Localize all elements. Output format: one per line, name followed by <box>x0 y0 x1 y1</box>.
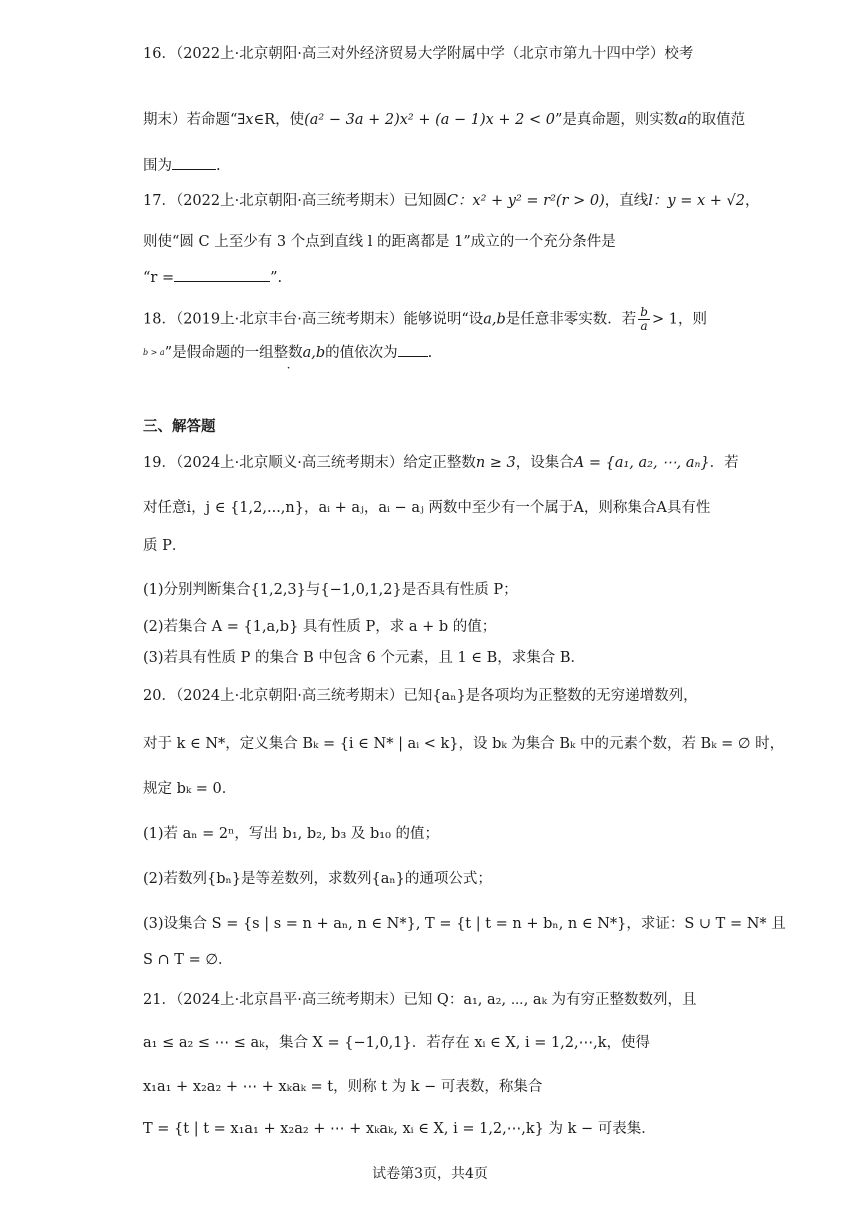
q21-line1: 21．（2024上·北京昌平·高三统考期末）已知 Q：a₁, a₂, ⋯, aₖ 为有穷正整数数列，且 <box>143 992 697 1008</box>
q17-line-equation: l：y = x + √2 <box>648 193 745 209</box>
q20-part3: (3)设集合 S = {s | s = n + aₙ, n ∈ N*}, T = {t | t = n + bₙ, n ∈ N*}，求证：S ∪ T = N* 且 <box>143 916 786 932</box>
q20-line1: 20．（2024上·北京朝阳·高三统考期末）已知{aₙ}是各项均为正整数的无穷递增数列， <box>143 688 698 704</box>
page-footer: 试卷第3页，共4页 <box>372 1166 488 1182</box>
q19-line2: 对任意i，j ∈ {1,2,...,n}，aᵢ + aⱼ，aᵢ − aⱼ 两数中至少有一个属于A，则称集合A具有性 <box>143 500 711 516</box>
q16-line1 <box>143 44 820 64</box>
q19-part2: (2)若集合 A = {1,a,b} 具有性质 P，求 a + b 的值； <box>143 619 497 635</box>
q19-line1: 19．（2024上·北京顺义·高三统考期末）给定正整数n ≥ 3，设集合A = {a₁, a₂, ⋯, aₙ}．若 <box>143 455 739 471</box>
answer-blank <box>398 342 428 357</box>
q21-line4: T = {t | t = x₁a₁ + x₂a₂ + ⋯ + xₖaₖ, xᵢ ∈ X, i = 1,2,⋯,k} 为 k − 可表集． <box>143 1121 656 1137</box>
q20-part3b: S ∩ T = ∅． <box>143 952 233 968</box>
q18-line1: 18．（2019上·北京丰台·高三统考期末）能够说明“设a,b是任意非零实数．若 $\frac{b}{a}$ > 1，则 <box>143 305 707 333</box>
q19-part3: (3)若具有性质 P 的集合 B 中包含 6 个元素，且 1 ∈ B，求集合 B． <box>143 650 586 666</box>
q17-line2: 则使“圆 C 上至少有 3 个点到直线 l 的距离都是 1”成立的一个充分条件是 <box>143 234 616 250</box>
q21-line2: a₁ ≤ a₂ ≤ ⋯ ≤ aₖ，集合 X = {−1,0,1}．若存在 xᵢ ∈ X, i = 1,2,⋯,k，使得 <box>143 1035 651 1051</box>
q20-line2: 对于 k ∈ N*，定义集合 Bₖ = {i ∈ N* | aᵢ < k}，设 bₖ 为集合 Bₖ 中的元素个数，若 Bₖ = ∅ 时， <box>143 736 785 752</box>
emphasis-dots: 整数 <box>273 345 303 361</box>
q16-line3: 围为 . <box>143 155 820 176</box>
q16-prefix: 16．（2022上·北京朝阳·高三对外经济贸易大学附属中学（北京市第九十四中学）校考 <box>143 46 694 62</box>
q19-line3: 质 P． <box>143 538 187 554</box>
q21-line3: x₁a₁ + x₂a₂ + ⋯ + xₖaₖ = t，则称 t 为 k − 可表数，称集合 <box>143 1079 543 1095</box>
q20-part1: (1)若 aₙ = 2ⁿ，写出 b₁, b₂, b₃ 及 b₁₀ 的值； <box>143 826 439 842</box>
q18-line2: b > a”是假命题的一组整数a,b的值依次为 . <box>143 342 820 363</box>
section-heading: 三、解答题 <box>143 418 216 435</box>
answer-blank <box>174 267 270 282</box>
q20-line3: 规定 bₖ = 0． <box>143 781 237 797</box>
q17-line3: “r = ”. <box>143 267 820 288</box>
q16-formula: (a² − 3a + 2)x² + (a − 1)x + 2 < 0 <box>304 112 556 128</box>
answer-blank <box>172 155 216 170</box>
q17-line1: 17．（2022上·北京朝阳·高三统考期末）已知圆C：x² + y² = r²(r > 0)，直线l：y = x + √2， <box>143 193 760 209</box>
q19-part1: (1)分别判断集合{1,2,3}与{−1,0,1,2}是否具有性质 P； <box>143 582 518 598</box>
q20-part2: (2)若数列{bₙ}是等差数列，求数列{aₙ}的通项公式； <box>143 871 492 887</box>
q16-line2: 期末）若命题“∃x∈R，使(a² − 3a + 2)x² + (a − 1)x + 2 < 0”是真命题，则实数a的取值范 <box>143 112 746 128</box>
q18-fraction: $\frac{b}{a}$ <box>640 305 648 333</box>
q17-circle-equation: C：x² + y² = r²(r > 0) <box>446 193 605 209</box>
